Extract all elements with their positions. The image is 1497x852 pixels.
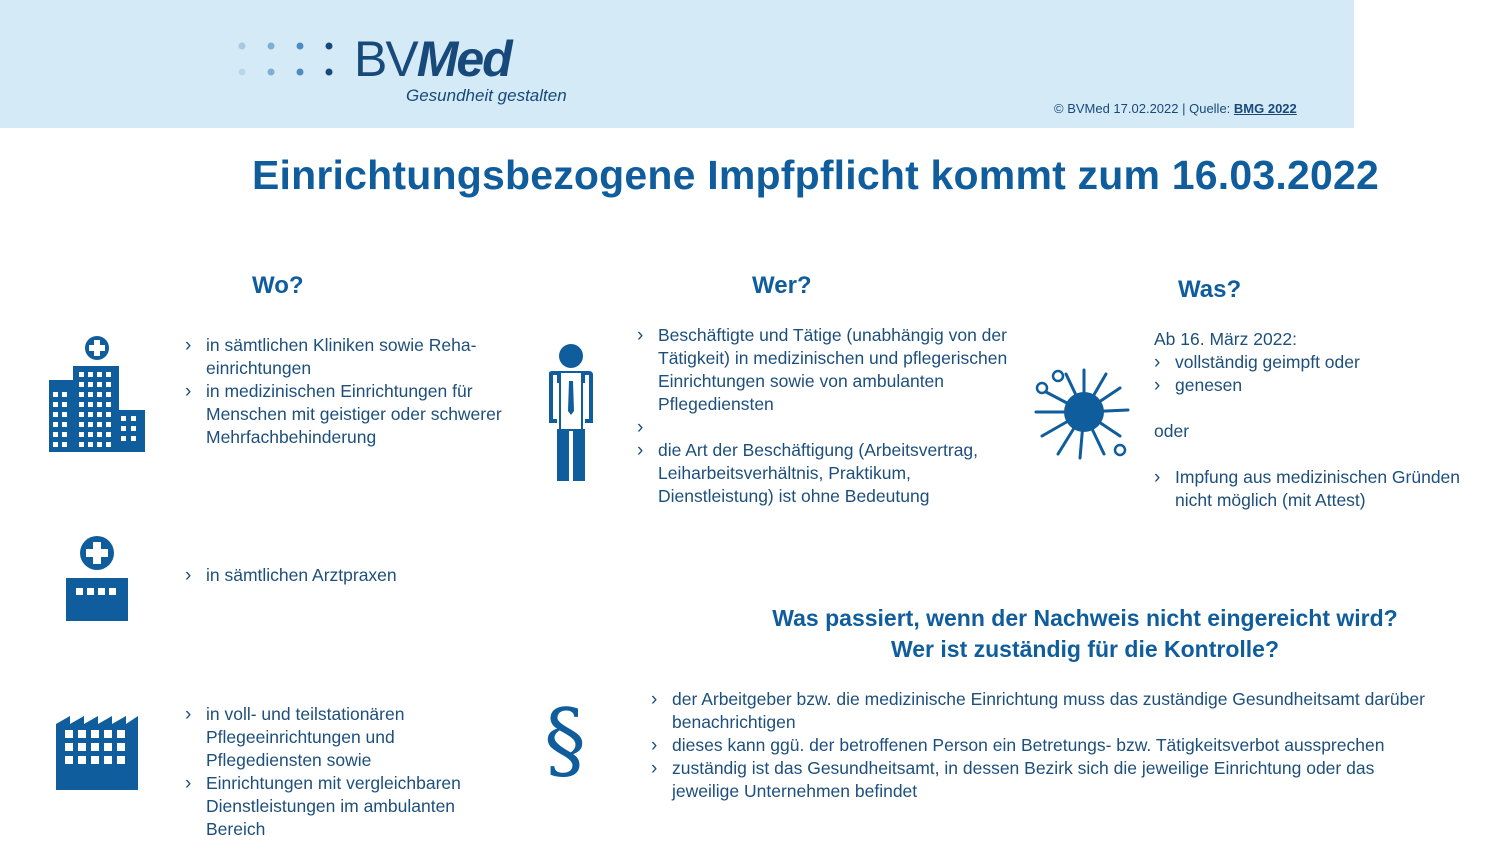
was-exception-list xyxy=(1154,466,1484,512)
was-or: oder xyxy=(1154,421,1190,441)
wo-list-care xyxy=(185,703,505,841)
employee-person-icon xyxy=(545,343,597,483)
was-intro: Ab 16. März 2022: xyxy=(1154,329,1297,349)
list-item: › der Arbeitgeber bzw. die medizinische Einrichtung muss das zuständige Gesundheitsamt darüber benachrichtigen xyxy=(651,688,1431,734)
list-item: › in sämtlichen Arztpraxen xyxy=(185,564,515,587)
wo-list-clinics xyxy=(185,334,515,449)
brand-logo: BVMed xyxy=(354,31,511,87)
heading-was: Was? xyxy=(1178,276,1242,303)
consequence-heading: Was passiert, wenn der Nachweis nicht eingereicht wird? Wer ist zuständig für die Kontrolle? xyxy=(772,605,1398,662)
heading-wo: Wo? xyxy=(252,272,304,299)
list-item: › genesen xyxy=(1154,374,1474,397)
paragraph-symbol-icon: § xyxy=(544,691,586,789)
hospital-building-icon xyxy=(49,336,147,454)
list-item: › Einrichtungen mit vergleichbaren Dienstleistungen im ambulanten Bereich xyxy=(185,772,505,841)
was-list xyxy=(1154,351,1474,397)
list-item: › in medizinischen Einrichtungen für Menschen mit geistiger oder schwerer Mehrfachbehinderung xyxy=(185,380,515,449)
list-item: › vollständig geimpft oder xyxy=(1154,351,1474,374)
brand-tagline: Gesundheit gestalten xyxy=(406,86,567,105)
logo-dots-icon xyxy=(234,36,344,82)
virus-icon xyxy=(1032,366,1132,462)
list-item: › Impfung aus medizinischen Gründen nicht möglich (mit Attest) xyxy=(1154,466,1484,512)
medical-practice-icon xyxy=(66,536,130,622)
care-facility-icon xyxy=(56,714,140,790)
list-item: › zuständig ist das Gesundheitsamt, in dessen Bezirk sich die jeweilige Einrichtung oder das jeweilige Unternehmen befindet xyxy=(651,757,1431,803)
header-band xyxy=(0,0,1354,128)
source-line: © BVMed 17.02.2022 | Quelle: BMG 2022 xyxy=(1054,101,1297,116)
list-item: › in sämtlichen Kliniken sowie Rehaeinrichtungen xyxy=(185,334,515,380)
wer-list xyxy=(637,324,1017,508)
list-item: › Beschäftigte und Tätige (unabhängig von der Tätigkeit) in medizinischen und pflegerischen Einrichtungen sowie von ambulanten Pflegediensten xyxy=(637,324,1017,416)
wo-list-practices xyxy=(185,564,515,587)
consequence-list xyxy=(651,688,1431,803)
list-item: › die Art der Beschäftigung (Arbeitsvertrag, Leiharbeitsverhältnis, Praktikum, Dienstleistung) ist ohne Bedeutung xyxy=(637,439,1017,508)
page-title: Einrichtungsbezogene Impfpflicht kommt zum 16.03.2022 xyxy=(252,152,1379,198)
source-link[interactable]: BMG 2022 xyxy=(1233,101,1297,116)
list-item: › in voll- und teilstationären Pflegeeinrichtungen und Pflegediensten sowie xyxy=(185,703,505,772)
list-item: › dieses kann ggü. der betroffenen Person ein Betretungs- bzw. Tätigkeitsverbot aussprechen xyxy=(651,734,1431,757)
heading-wer: Wer? xyxy=(752,272,812,299)
